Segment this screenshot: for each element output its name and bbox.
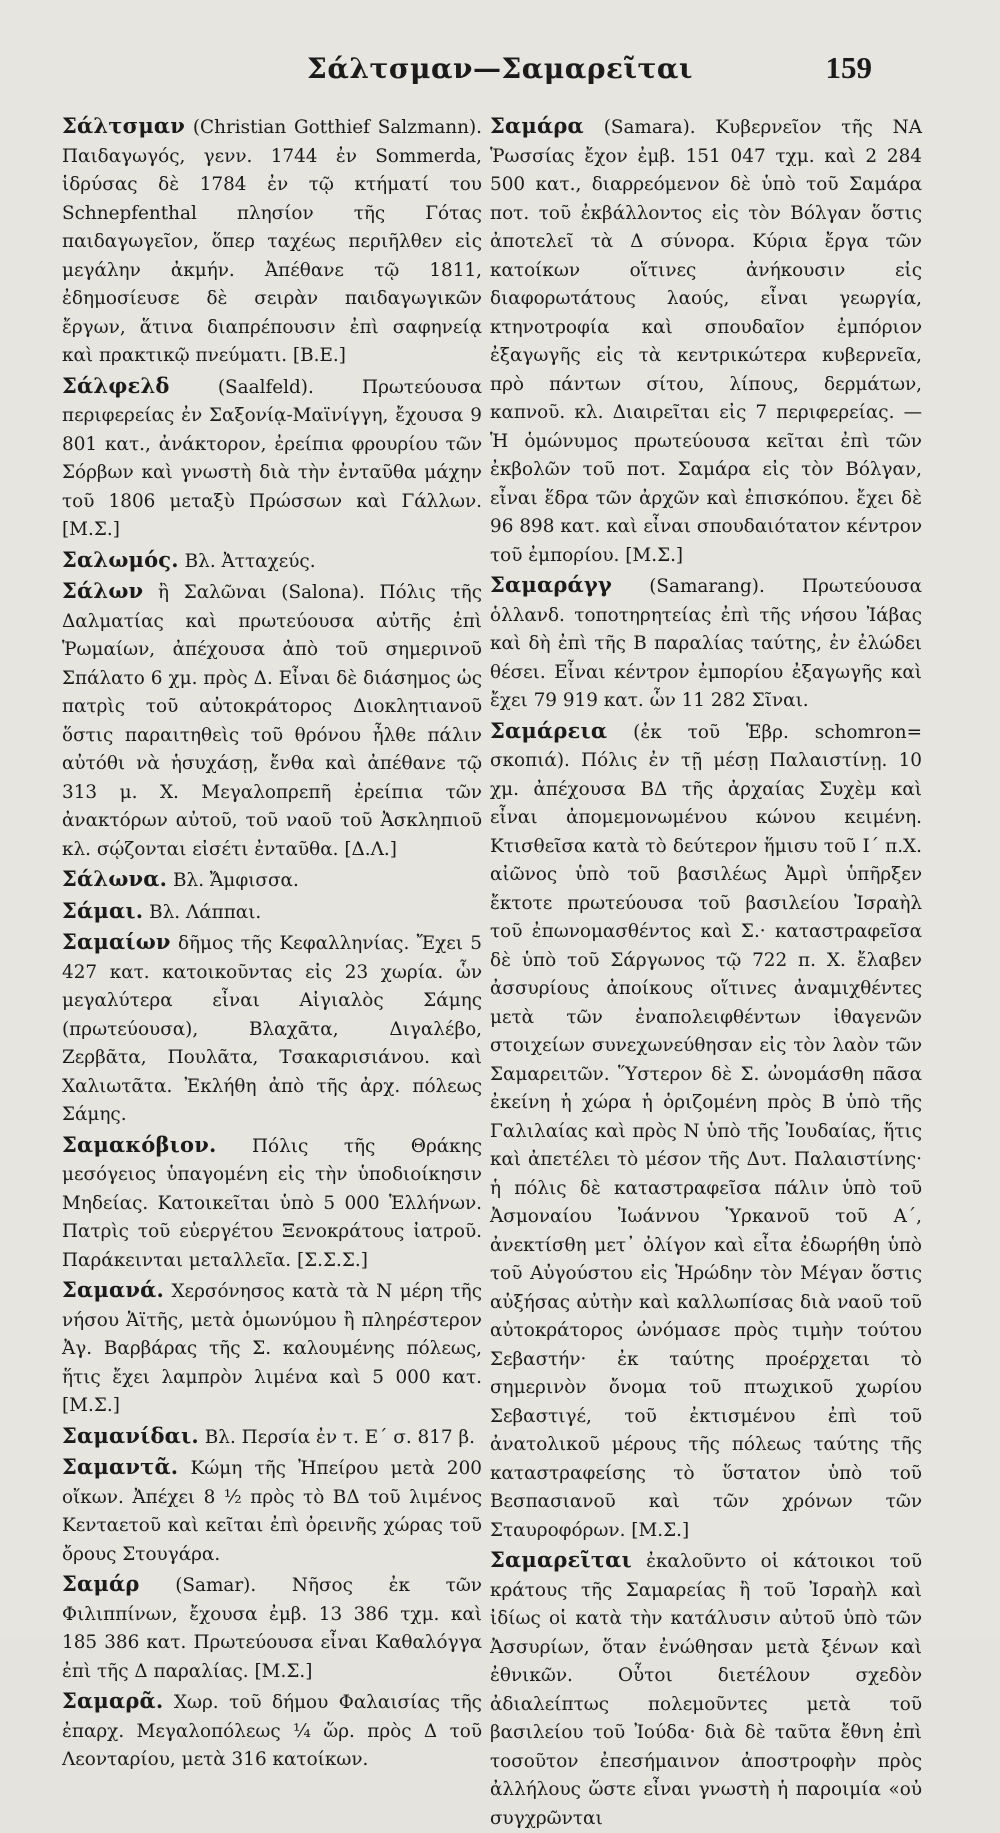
- entry-text: ἢ Σαλῶναι (Salona). Πόλις τῆς Δαλματίας καὶ πρωτεύουσα αὐτῆς ἐπὶ Ῥωμαίων, ἀπέχουσα ἀπὸ τοῦ σημερινοῦ Σπάλατο 6 χμ. πρὸς Δ. Εἶναι δὲ διάσημος ὡς πατρὶς τοῦ αὐτοκράτορος Διοκλητιανοῦ ὅστις παραιτηθεὶς τοῦ θρόνου ἦλθε πάλιν αὐτόθι νὰ ἡσυχάσῃ, ἔνθα καὶ ἀπέθανε τῷ 313 μ. Χ. Μεγαλοπρεπῆ ἐρείπια τῶν ἀνακτόρων αὐτοῦ, τοῦ ναοῦ τοῦ Ἀσκληπιοῦ κλ. σῴζονται εἰσέτι ἐνταῦθα. [Δ.Λ.]: [62, 582, 482, 860]
- entry-text: (Samara). Κυβερνεῖον τῆς ΝΑ Ῥωσσίας ἔχον ἐμβ. 151 047 τχμ. καὶ 2 284 500 κατ., διαρρεόμενον δὲ ὑπὸ τοῦ Σαμάρα ποτ. τοῦ ἐκβάλλοντος εἰς τὸν Βόλγαν ὅστις ἀποτελεῖ τὰ Δ σύνορα. Κύρια ἔργα τῶν κατοίκων οἵτινες ἀνήκουσιν εἰς διαφορωτάτους λαούς, εἶναι γεωργία, κτηνοτροφία καὶ σπουδαῖον ἐμπόριον ἐξαγωγῆς εἰς τὰ κεντρικώτερα κυβερνεῖα, πρὸ πάντων σίτου, λίπους, δερμάτων, καπνοῦ. κλ. Διαιρεῖται εἰς 7 περιφερείας. — Ἡ ὁμώνυμος πρωτεύουσα κεῖται ἐπὶ τῶν ἐκβολῶν τοῦ ποτ. Σαμάρα εἰς τὸν Βόλγαν, εἶναι ἕδρα τῶν ἀρχῶν καὶ ἐπισκόπου. ἔχει δὲ 96 898 κατ. καὶ εἶναι σπουδαιότατον κέντρον τοῦ ἐμπορίου. [Μ.Σ.]: [490, 117, 922, 566]
- dictionary-entry: [490, 717, 922, 1546]
- entry-text: (Samarang). Πρωτεύουσα ὁλλανδ. τοποτηρητείας ἐπὶ τῆς νήσου Ἰάβας καὶ δὴ ἐπὶ τῆς Β παραλίας ταύτης, ἐν ἐλώδει θέσει. Εἶναι κέντρον ἐμπορίου ἐξαγωγῆς καὶ ἔχει 79 919 κατ. ὧν 11 282 Σῖναι.: [490, 576, 922, 711]
- entry-headword: Σάλωνα.: [62, 866, 168, 891]
- dictionary-entry: [62, 897, 482, 928]
- entry-text: Βλ. Ἄμφισσα.: [167, 870, 299, 891]
- entry-text: Βλ. Περσία ἐν τ. Ε΄ σ. 817 β.: [198, 1426, 475, 1448]
- entry-headword: Σαμανίδαι.: [62, 1422, 199, 1448]
- right-column: [490, 112, 922, 1829]
- entry-text: δῆμος τῆς Κεφαλληνίας. Ἔχει 5 427 κατ. κατοικοῦντας εἰς 23 χωρία. ὧν μεγαλύτερα εἶναι Αἰγιαλὸς Σάμης (πρωτεύουσα), Βλαχᾶτα, Διγαλέβο, Ζερβᾶτα, Πουλᾶτα, Τσακαρισιάνου. καὶ Χαλιωτᾶτα. Ἐκλήθη ἀπὸ τῆς ἀρχ. πόλεως Σάμης.: [62, 933, 482, 1125]
- entry-text: (Samar). Νῆσος ἐκ τῶν Φιλιππίνων, ἔχουσα ἐμβ. 13 386 τχμ. καὶ 185 386 κατ. Πρωτεύουσα εἶναι Καθαλόγγα ἐπὶ τῆς Δ παραλίας. [Μ.Σ.]: [62, 1575, 482, 1682]
- entry-headword: Σάλφελδ: [62, 372, 170, 398]
- dictionary-entry: [490, 1546, 922, 1833]
- entry-headword: Σαμαρᾶ.: [62, 1688, 164, 1713]
- entry-headword: Σάλων: [62, 578, 144, 603]
- entry-text: Πόλις τῆς Θράκης μεσόγειος ὑπαγομένη εἰς τὴν ὑποδιοίκησιν Μηδείας. Κατοικεῖται ὑπὸ 5 000 Ἑλλήνων. Πατρὶς τοῦ εὐεργέτου Ξενοκράτους ἰατροῦ. Παράκεινται μεταλλεῖα. [Σ.Σ.Σ.]: [62, 1135, 482, 1271]
- dictionary-entry: [62, 1453, 482, 1569]
- dictionary-entry: [62, 1570, 482, 1686]
- entry-headword: Σαμαράγγ: [490, 572, 612, 597]
- entry-text: ἐκαλοῦντο οἱ κάτοικοι τοῦ κράτους τῆς Σαμαρείας ἢ τοῦ Ἰσραὴλ καὶ ἰδίως οἱ κατὰ τὴν κατάλυσιν αὐτοῦ ὑπὸ τῶν Ἀσσυρίων, ὅταν ἐνώθησαν μετὰ ξένων καὶ ἐθνικῶν. Οὗτοι διετέλουν σχεδὸν ἀδιαλείπτως πολεμοῦντες μετὰ τοῦ βασιλείου τοῦ Ἰούδα· διὰ δὲ ταῦτα ἔθνη ἐπὶ τοσοῦτον ἐπεσήμαινον ἀποστροφὴν πρὸς ἀλλήλους ὥστε εἶναι γνωστὴ ἡ παροιμία «οὐ συγχρῶνται: [490, 1551, 922, 1829]
- entry-text: (ἐκ τοῦ Ἑβρ. schomron= σκοπιά). Πόλις ἐν τῇ μέσῃ Παλαιστίνῃ. 10 χμ. ἀπέχουσα ΒΔ τῆς ἀρχαίας Συχὲμ καὶ εἶναι ἀπομεμονωμένου κώνου κειμένη. Κτισθεῖσα κατὰ τὸ δεύτερον ἥμισυ τοῦ Ι΄ π.Χ. αἰῶνος ὑπὸ τοῦ βασιλέως Ἀμρὶ ὑπῆρξεν ἔκτοτε πρωτεύουσα τοῦ βασιλείου Ἰσραὴλ τοῦ ἐπωνομασθέντος καὶ Σ.· καταστραφεῖσα δὲ ὑπὸ τοῦ Σάργωνος τῷ 722 π. Χ. ἔλαβεν ἀσσυρίους ἀποίκους οἵτινες ἀναμιχθέντες μετὰ τῶν ἐναπολειφθέντων ἰθαγενῶν στοιχείων συνεχωνεύθησαν εἰς τὸν λαὸν τῶν Σαμαρειτῶν. Ὕστερον δὲ Σ. ὠνομάσθη πᾶσα ἐκείνη ἡ χώρα ἡ ὁριζομένη πρὸς Β ὑπὸ τῆς Γαλιλαίας καὶ πρὸς Ν ὑπὸ τῆς Ἰουδαίας, ἥτις καὶ ἀπετέλει τὸ μέσον τῆς Δυτ. Παλαιστίνης· ἡ πόλις δὲ καταστραφεῖσα πάλιν ὑπὸ τοῦ Ἀσμοναίου Ἰωάννου Ὑρκανοῦ τοῦ Α΄, ἀνεκτίσθη μετ᾽ ὀλίγον καὶ εἶτα ἐδωρήθη ὑπὸ τοῦ Αὐγούστου εἰς Ἡρώδην τὸν Μέγαν ὅστις αὐξήσας αὐτὴν καὶ καλλωπίσας διὰ ναοῦ τοῦ αὐτοκράτορος ὠνόμασε πρὸς τιμὴν τούτου Σεβαστήν· ἐκ ταύτης προέρχεται τὸ σημερινὸν ὄνομα τοῦ πτωχικοῦ χωρίου Σεβαστιγέ, τοῦ ἐκτισμένου ἐπὶ τοῦ ἀνατολικοῦ μέρους τῆς πόλεως ταύτης τῆς καταστραφείσης τὸ ὕστατον ὑπὸ τοῦ Βεσπασιανοῦ καὶ τῶν χρόνων τῶν Σταυροφόρων. [Μ.Σ.]: [490, 721, 922, 1541]
- entry-headword: Σαμάρ: [62, 1571, 140, 1596]
- page-header: [0, 48, 1000, 96]
- entry-text: (Saalfeld). Πρωτεύουσα περιφερείας ἐν Σαξονίᾳ-Μαϊνίγγη, ἔχουσα 9 801 κατ., ἀνάκτορον, ἐρείπια φρουρίου τῶν Σόρβων καὶ γνωστὴ διὰ τὴν ἐνταῦθα μάχην τοῦ 1806 μεταξὺ Πρώσσων καὶ Γάλλων. [Μ.Σ.]: [62, 376, 482, 540]
- dictionary-entry: [62, 928, 482, 1130]
- entry-headword: Σαμακόβιον.: [62, 1131, 217, 1157]
- dictionary-entry: [62, 546, 482, 577]
- dictionary-entry: [62, 1422, 482, 1453]
- dictionary-entry: [62, 577, 482, 864]
- dictionary-entry: [490, 112, 922, 570]
- entry-headword: Σάμαι.: [62, 897, 144, 923]
- entry-headword: Σαμαρεῖται: [490, 1547, 632, 1572]
- dictionary-entry: [62, 372, 482, 545]
- left-column: [62, 112, 482, 1770]
- entry-headword: Σαλωμός.: [62, 546, 179, 572]
- dictionary-entry: [62, 1131, 482, 1276]
- entry-text: Χωρ. τοῦ δήμου Φαλαισίας τῆς ἐπαρχ. Μεγαλοπόλεως ¼ ὥρ. πρὸς Δ τοῦ Λεονταρίου, μετὰ 316 κατοίκων.: [62, 1692, 482, 1770]
- dictionary-entry: [62, 1276, 482, 1421]
- page-number: 159: [825, 50, 872, 85]
- entry-headword: Σαμάρα: [490, 113, 584, 138]
- entry-text: Κώμη τῆς Ἠπείρου μετὰ 200 οἴκων. Ἀπέχει 8 ½ πρὸς τὸ ΒΔ τοῦ λιμένος Κενταετοῦ καὶ κεῖται ἐπὶ ὀρεινῆς χώρας τοῦ ὄρους Στουγάρα.: [62, 1458, 482, 1565]
- entry-headword: Σαμάρεια: [490, 717, 608, 743]
- dictionary-entry: [62, 865, 482, 896]
- entry-text: Βλ. Λάππαι.: [143, 901, 262, 923]
- running-head: Σάλτσμαν—Σαμαρεῖται: [307, 52, 693, 85]
- entry-text: Βλ. Ἀτταχεύς.: [178, 550, 316, 572]
- entry-text: (Christian Gotthief Salzmann). Παιδαγωγός, γενν. 1744 ἐν Sommerda, ἱδρύσας δὲ 1784 ἐν τῷ κτήματί του Schnepfenthal πλησίον τῆς Γότας παιδαγωγεῖον, ὅπερ ταχέως περιῆλθεν εἰς μεγάλην ἀκμήν. Ἀπέθανε τῷ 1811, ἐδημοσίευσε δὲ σειρὰν παιδαγωγικῶν ἔργων, ἅτινα διαπρέπουσιν ἐπὶ σαφηνείᾳ καὶ πρακτικῷ πνεύματι. [Β.Ε.]: [62, 117, 482, 366]
- entry-headword: Σαμαίων: [62, 929, 171, 954]
- dictionary-entry: [62, 1687, 482, 1775]
- dictionary-entry: [490, 571, 922, 716]
- entry-headword: Σαμαντᾶ.: [62, 1454, 179, 1479]
- entry-text: Χερσόνησος κατὰ τὰ Ν μέρη τῆς νήσου Ἁϊτῆς, μετὰ ὁμωνύμου ἢ πληρέστερον Ἀγ. Βαρβάρας τῆς Σ. καλουμένης πόλεως, ἥτις ἔχει λαμπρὸν λιμένα καὶ 5 000 κατ. [Μ.Σ.]: [62, 1281, 482, 1416]
- dictionary-entry: [62, 112, 482, 371]
- entry-headword: Σαμανά.: [62, 1277, 164, 1302]
- entry-headword: Σάλτσμαν: [62, 113, 186, 138]
